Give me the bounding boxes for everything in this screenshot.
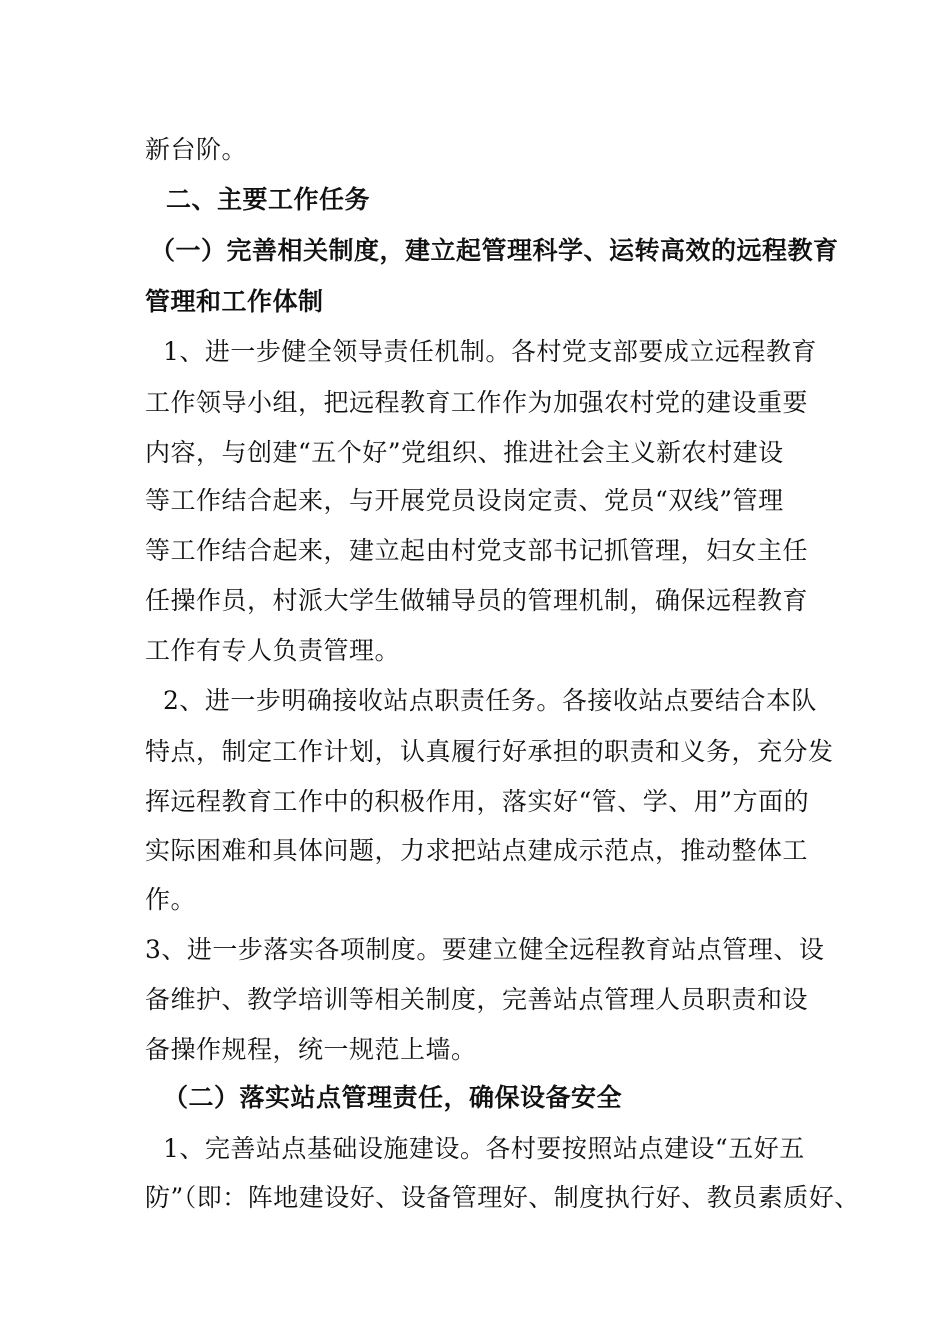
paragraph-line: 作。 xyxy=(145,885,197,914)
paragraph-line: 等工作结合起来，建立起由村党支部书记抓管理，妇女主任 xyxy=(145,536,809,565)
subsection-heading: （二）落实站点管理责任，确保设备安全 xyxy=(163,1083,623,1112)
paragraph-line: 2、进一步明确接收站点职责任务。各接收站点要结合本队 xyxy=(163,686,817,715)
paragraph-line: 任操作员，村派大学生做辅导员的管理机制，确保远程教育 xyxy=(145,586,809,615)
subsection-heading-continued: 管理和工作体制 xyxy=(145,287,324,316)
paragraph-line: 新台阶。 xyxy=(145,135,248,164)
subsection-heading: （一）完善相关制度，建立起管理科学、运转高效的远程教育 xyxy=(150,236,839,265)
section-heading: 二、主要工作任务 xyxy=(166,185,371,214)
paragraph-line: 工作有专人负责管理。 xyxy=(145,636,401,665)
paragraph-line: 3、进一步落实各项制度。要建立健全远程教育站点管理、设 xyxy=(145,935,825,964)
paragraph-line: 内容，与创建“五个好”党组织、推进社会主义新农村建设 xyxy=(145,438,784,467)
paragraph-line: 备维护、教学培训等相关制度，完善站点管理人员职责和设 xyxy=(145,985,809,1014)
paragraph-line: 等工作结合起来，与开展党员设岗定责、党员“双线”管理 xyxy=(145,486,784,515)
paragraph-line: 实际困难和具体问题，力求把站点建成示范点，推动整体工 xyxy=(145,836,809,865)
paragraph-line: 1、进一步健全领导责任机制。各村党支部要成立远程教育 xyxy=(163,337,817,366)
paragraph-line: 挥远程教育工作中的积极作用，落实好“管、学、用”方面的 xyxy=(145,787,810,816)
paragraph-line: 备操作规程，统一规范上墙。 xyxy=(145,1035,477,1064)
paragraph-line: 工作领导小组，把远程教育工作作为加强农村党的建设重要 xyxy=(145,388,809,417)
paragraph-line: 1、完善站点基础设施建设。各村要按照站点建设“五好五 xyxy=(163,1134,805,1163)
paragraph-line: 防”（即：阵地建设好、设备管理好、制度执行好、教员素质好、 xyxy=(145,1183,860,1212)
paragraph-line: 特点，制定工作计划，认真履行好承担的职责和义务，充分发 xyxy=(145,737,834,766)
